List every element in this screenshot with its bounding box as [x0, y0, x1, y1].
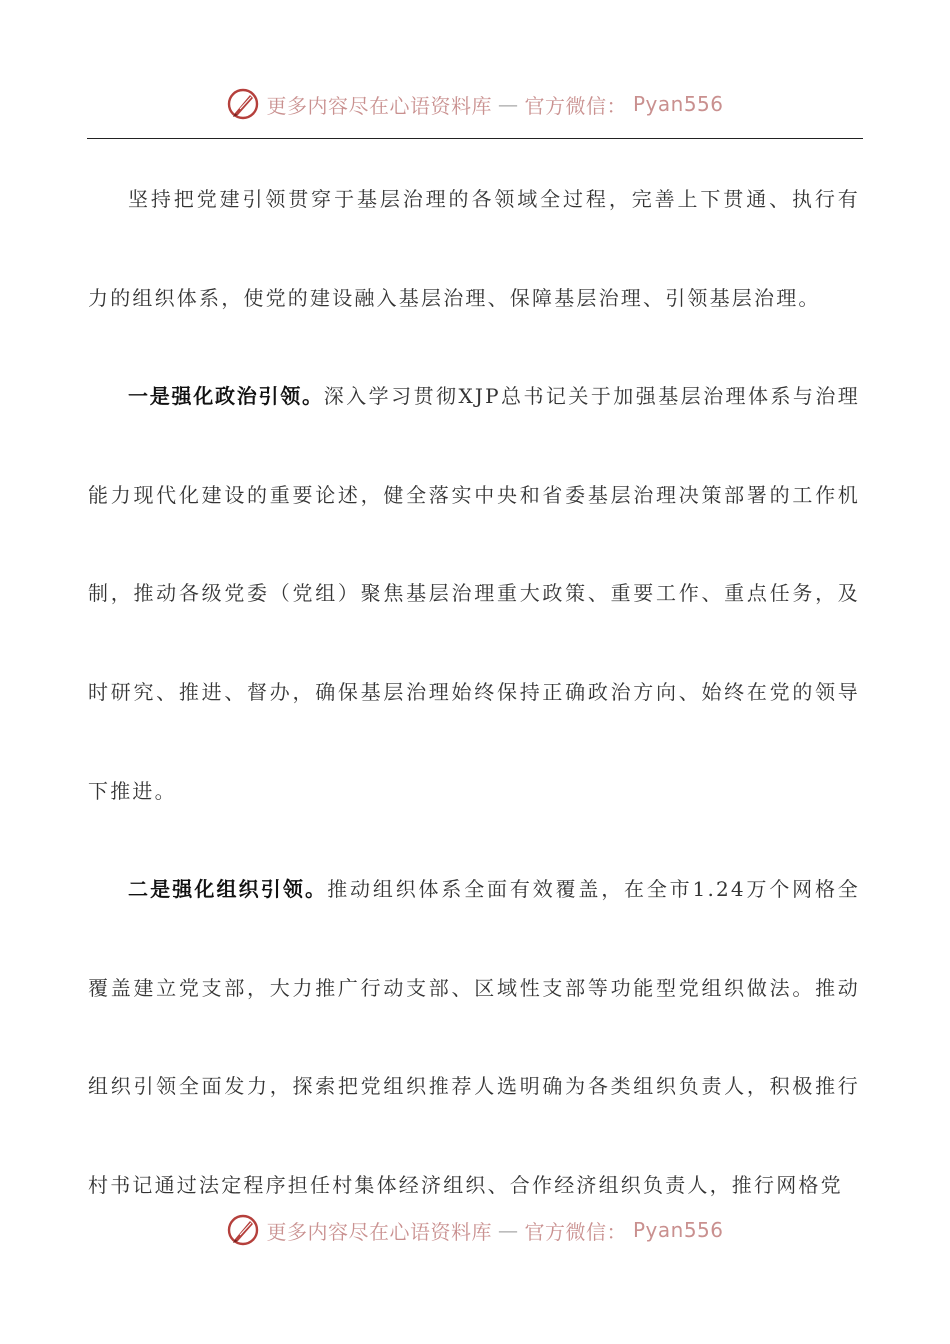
header-banner-title: 更多内容尽在心语资料库 [266, 93, 492, 118]
header-wechat-id: Pyan556 [632, 92, 724, 116]
header-wechat-label: 官方微信： [524, 93, 627, 118]
footer-banner-separator: — [497, 1218, 519, 1242]
header-banner [0, 84, 950, 124]
header-banner-separator: — [497, 92, 519, 116]
quill-pen-logo-icon [226, 87, 260, 121]
footer-banner-title: 更多内容尽在心语资料库 [266, 1219, 492, 1244]
section-paragraph-organization [88, 840, 860, 1234]
header-divider [87, 138, 863, 139]
quill-pen-logo-icon [226, 1213, 260, 1247]
section-paragraph-political [88, 347, 860, 840]
footer-wechat-label: 官方微信： [524, 1219, 627, 1244]
footer-banner [0, 1210, 950, 1250]
section-text-political: 深入学习贯彻XJP总书记关于加强基层治理体系与治理能力现代化建设的重要论述，健全落实中央和省委基层治理决策部署的工作机制，推动各级党委（党组）聚焦基层治理重大政策、重要工作、重点任务，及时研究、推进、督办，确保基层治理始终保持正确政治方向、始终在党的领导下推进。 [88, 384, 861, 803]
section-lead-organization: 二是强化组织引领。 [128, 877, 328, 902]
footer-wechat-id: Pyan556 [632, 1218, 724, 1242]
section-text-organization: 推动组织体系全面有效覆盖，在全市1.24万个网格全覆盖建立党支部，大力推广行动支部、区域性支部等功能型党组织做法。推动组织引领全面发力，探索把党组织推荐人选明确为各类组织负责人，积极推行村书记通过法定程序担任村集体经济组织、合作经济组织负责人，推行网格党 [88, 877, 861, 1197]
document-body [88, 150, 860, 1235]
section-lead-political: 一是强化政治引领。 [128, 384, 324, 409]
intro-paragraph: 坚持把党建引领贯穿于基层治理的各领域全过程，完善上下贯通、执行有力的组织体系，使党的建设融入基层治理、保障基层治理、引领基层治理。 [88, 187, 860, 310]
